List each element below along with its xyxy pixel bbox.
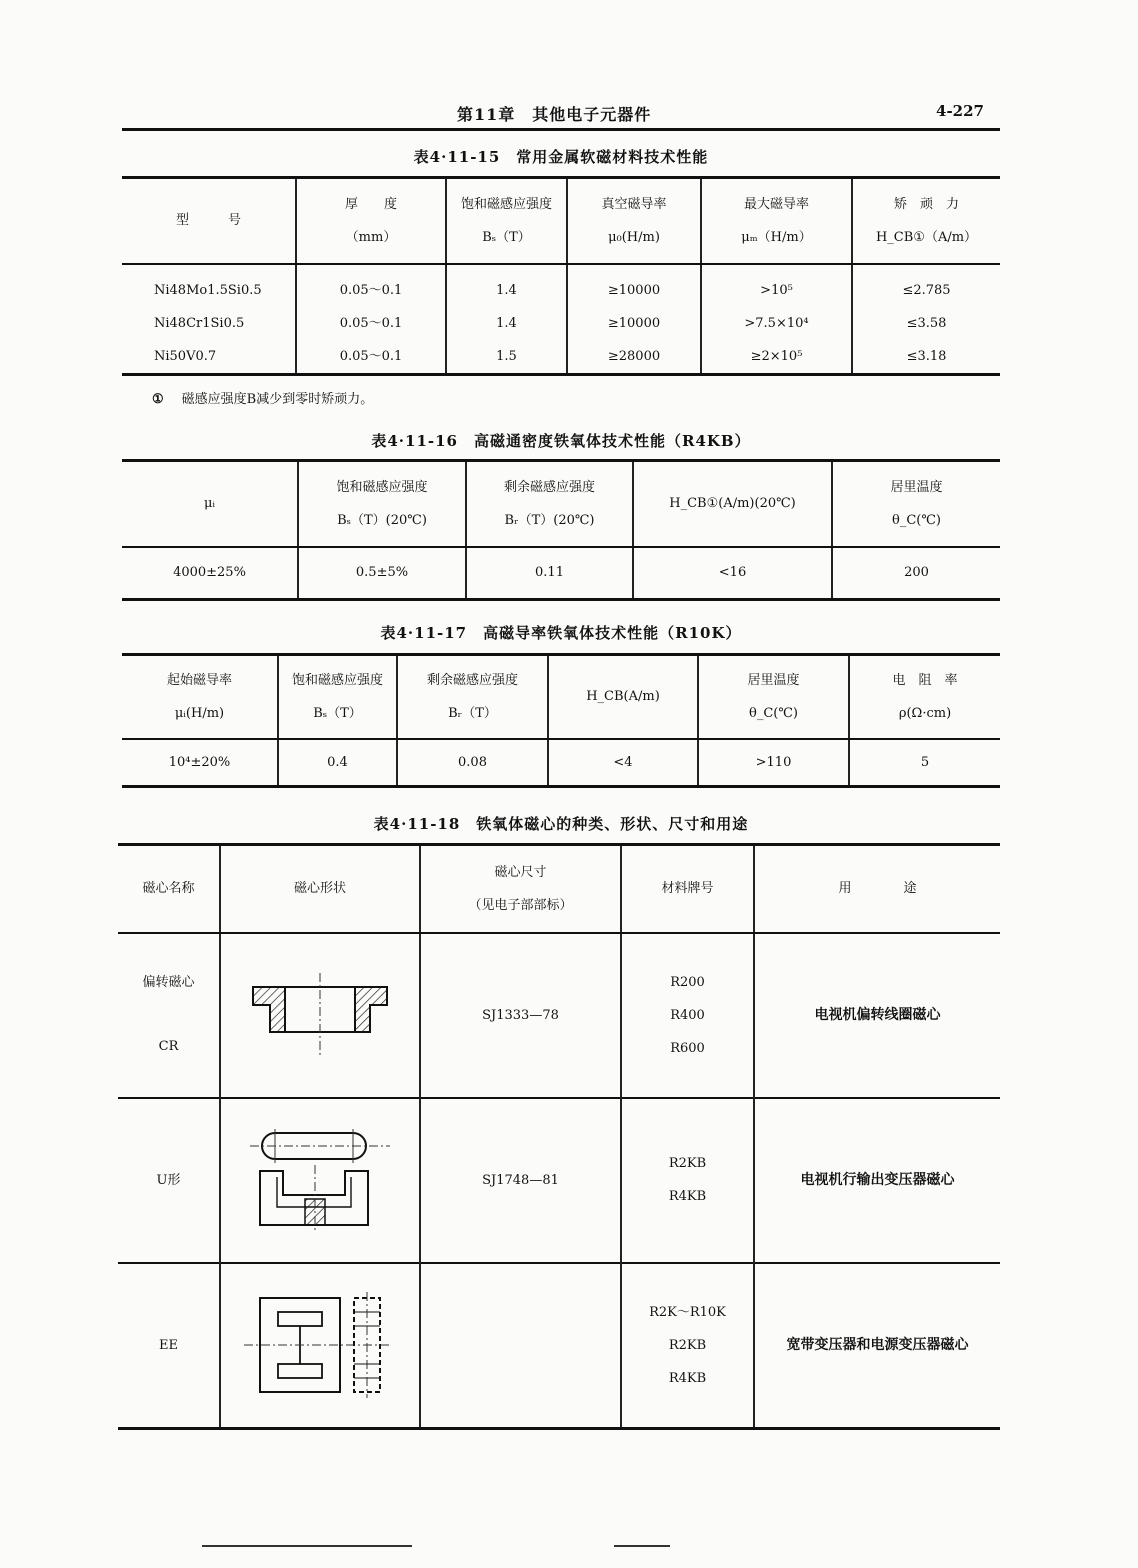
- cell: ≥10000: [567, 274, 701, 307]
- table-row: [122, 739, 1000, 787]
- cell: 0.08: [397, 739, 548, 787]
- table16-header-curie: 居里温度 θ_C(℃): [832, 461, 1000, 547]
- ee-core-icon: [240, 1290, 400, 1400]
- table17-title: 表4·11-17 高磁导率铁氧体技术性能（R10K）: [380, 624, 742, 642]
- table18-header-shape: 磁心形状: [220, 845, 420, 933]
- table15-header-mu0: 真空磁导率 μ₀(H/m): [567, 178, 701, 264]
- table16-header-row: [122, 461, 1000, 547]
- table16-title: 表4·11-16 高磁通密度铁氧体技术性能（R4KB）: [371, 432, 751, 450]
- table17: [122, 653, 1000, 788]
- core-name-cell: U形: [118, 1098, 220, 1263]
- cell: ≥10000: [567, 307, 701, 340]
- table17-header-hcb: H_CB(A/m): [548, 655, 698, 739]
- table18: [118, 843, 1000, 1430]
- table17-header-br: 剩余磁感应强度 Bᵣ（T）: [397, 655, 548, 739]
- cell: 0.05～0.1: [296, 340, 446, 375]
- cell: >10⁵: [701, 274, 852, 307]
- running-head: [122, 100, 1000, 131]
- table17-header-bs: 饱和磁感应强度 Bₛ（T）: [278, 655, 397, 739]
- core-shape-cell: [220, 1098, 420, 1263]
- footnote-text: 磁感应强度B减少到零时矫顽力。: [181, 392, 374, 407]
- cell: ≤2.785: [852, 274, 1000, 307]
- u-core-icon: [245, 1125, 395, 1235]
- cell: 0.05～0.1: [296, 307, 446, 340]
- cell: 1.5: [446, 340, 567, 375]
- table17-header-row: [122, 655, 1000, 739]
- table16-header-br: 剩余磁感应强度 Bᵣ（T）(20℃): [466, 461, 633, 547]
- core-shape-cell: [220, 933, 420, 1098]
- core-material-cell: R200 R400 R600: [621, 933, 754, 1098]
- chapter-title: 第11章 其他电子元器件: [457, 105, 652, 124]
- table15-footnote: [152, 388, 373, 407]
- core-use-cell: 宽带变压器和电源变压器磁心: [754, 1263, 1000, 1429]
- cell: Ni50V0.7: [122, 340, 296, 375]
- table16-header-mui: μᵢ: [122, 461, 298, 547]
- cell: ≥2×10⁵: [701, 340, 852, 375]
- table-row: [122, 274, 1000, 307]
- table15: [122, 176, 1000, 376]
- cell: 4000±25%: [122, 547, 298, 600]
- table16-header-hcb: H_CB①(A/m)(20℃): [633, 461, 832, 547]
- table15-header-thickness: 厚 度 （mm）: [296, 178, 446, 264]
- core-material-cell: R2KB R4KB: [621, 1098, 754, 1263]
- cell: Ni48Cr1Si0.5: [122, 307, 296, 340]
- cr-core-icon: [245, 970, 395, 1060]
- table17-header-resistivity: 电 阻 率 ρ(Ω·cm): [849, 655, 1000, 739]
- cell: 1.4: [446, 307, 567, 340]
- cell: ≥28000: [567, 340, 701, 375]
- table-row: [122, 307, 1000, 340]
- table15-header-row: [122, 178, 1000, 264]
- core-material-cell: R2K～R10K R2KB R4KB: [621, 1263, 754, 1429]
- table16-header-bs: 饱和磁感应强度 Bₛ（T）(20℃): [298, 461, 466, 547]
- core-size-cell: SJ1748—81: [420, 1098, 621, 1263]
- table15-header-bs: 饱和磁感应强度 Bₛ（T）: [446, 178, 567, 264]
- cell: 5: [849, 739, 1000, 787]
- table-row: [118, 1098, 1000, 1263]
- footnote-mark: ①: [152, 392, 164, 407]
- page-number: 4-227: [936, 102, 984, 120]
- table15-header-hcb: 矫 顽 力 H_CB①（A/m）: [852, 178, 1000, 264]
- table18-title: 表4·11-18 铁氧体磁心的种类、形状、尺寸和用途: [373, 815, 749, 833]
- table18-header-material: 材料牌号: [621, 845, 754, 933]
- table-row: [118, 1263, 1000, 1429]
- cell: ≤3.18: [852, 340, 1000, 375]
- cell: Ni48Mo1.5Si0.5: [122, 274, 296, 307]
- scan-edge-line: [614, 1545, 670, 1547]
- core-name-cell: 偏转磁心 CR: [118, 933, 220, 1098]
- core-use-cell: 电视机行输出变压器磁心: [754, 1098, 1000, 1263]
- core-use-cell: 电视机偏转线圈磁心: [754, 933, 1000, 1098]
- cell: 10⁴±20%: [122, 739, 278, 787]
- core-size-cell: [420, 1263, 621, 1429]
- table-row: [122, 547, 1000, 600]
- cell: >7.5×10⁴: [701, 307, 852, 340]
- table-row: [118, 933, 1000, 1098]
- core-size-cell: SJ1333—78: [420, 933, 621, 1098]
- cell: <4: [548, 739, 698, 787]
- table17-header-curie: 居里温度 θ_C(℃): [698, 655, 849, 739]
- cell: <16: [633, 547, 832, 600]
- cell: ≤3.58: [852, 307, 1000, 340]
- table16: [122, 459, 1000, 601]
- table-row: [122, 340, 1000, 375]
- cell: 0.5±5%: [298, 547, 466, 600]
- table18-header-use: 用 途: [754, 845, 1000, 933]
- cell: 1.4: [446, 274, 567, 307]
- cell: >110: [698, 739, 849, 787]
- table15-header-mum: 最大磁导率 μₘ（H/m）: [701, 178, 852, 264]
- table18-header-name: 磁心名称: [118, 845, 220, 933]
- table15-title: 表4·11-15 常用金属软磁材料技术性能: [413, 148, 709, 166]
- scan-edge-line: [202, 1545, 412, 1547]
- cell: 200: [832, 547, 1000, 600]
- core-shape-cell: [220, 1263, 420, 1429]
- cell: 0.11: [466, 547, 633, 600]
- table18-header-size: 磁心尺寸 （见电子部部标）: [420, 845, 621, 933]
- table15-header-model: 型 号: [122, 178, 296, 264]
- core-name-cell: EE: [118, 1263, 220, 1429]
- cell: 0.4: [278, 739, 397, 787]
- cell: 0.05～0.1: [296, 274, 446, 307]
- table18-header-row: [118, 845, 1000, 933]
- table17-header-mui: 起始磁导率 μᵢ(H/m): [122, 655, 278, 739]
